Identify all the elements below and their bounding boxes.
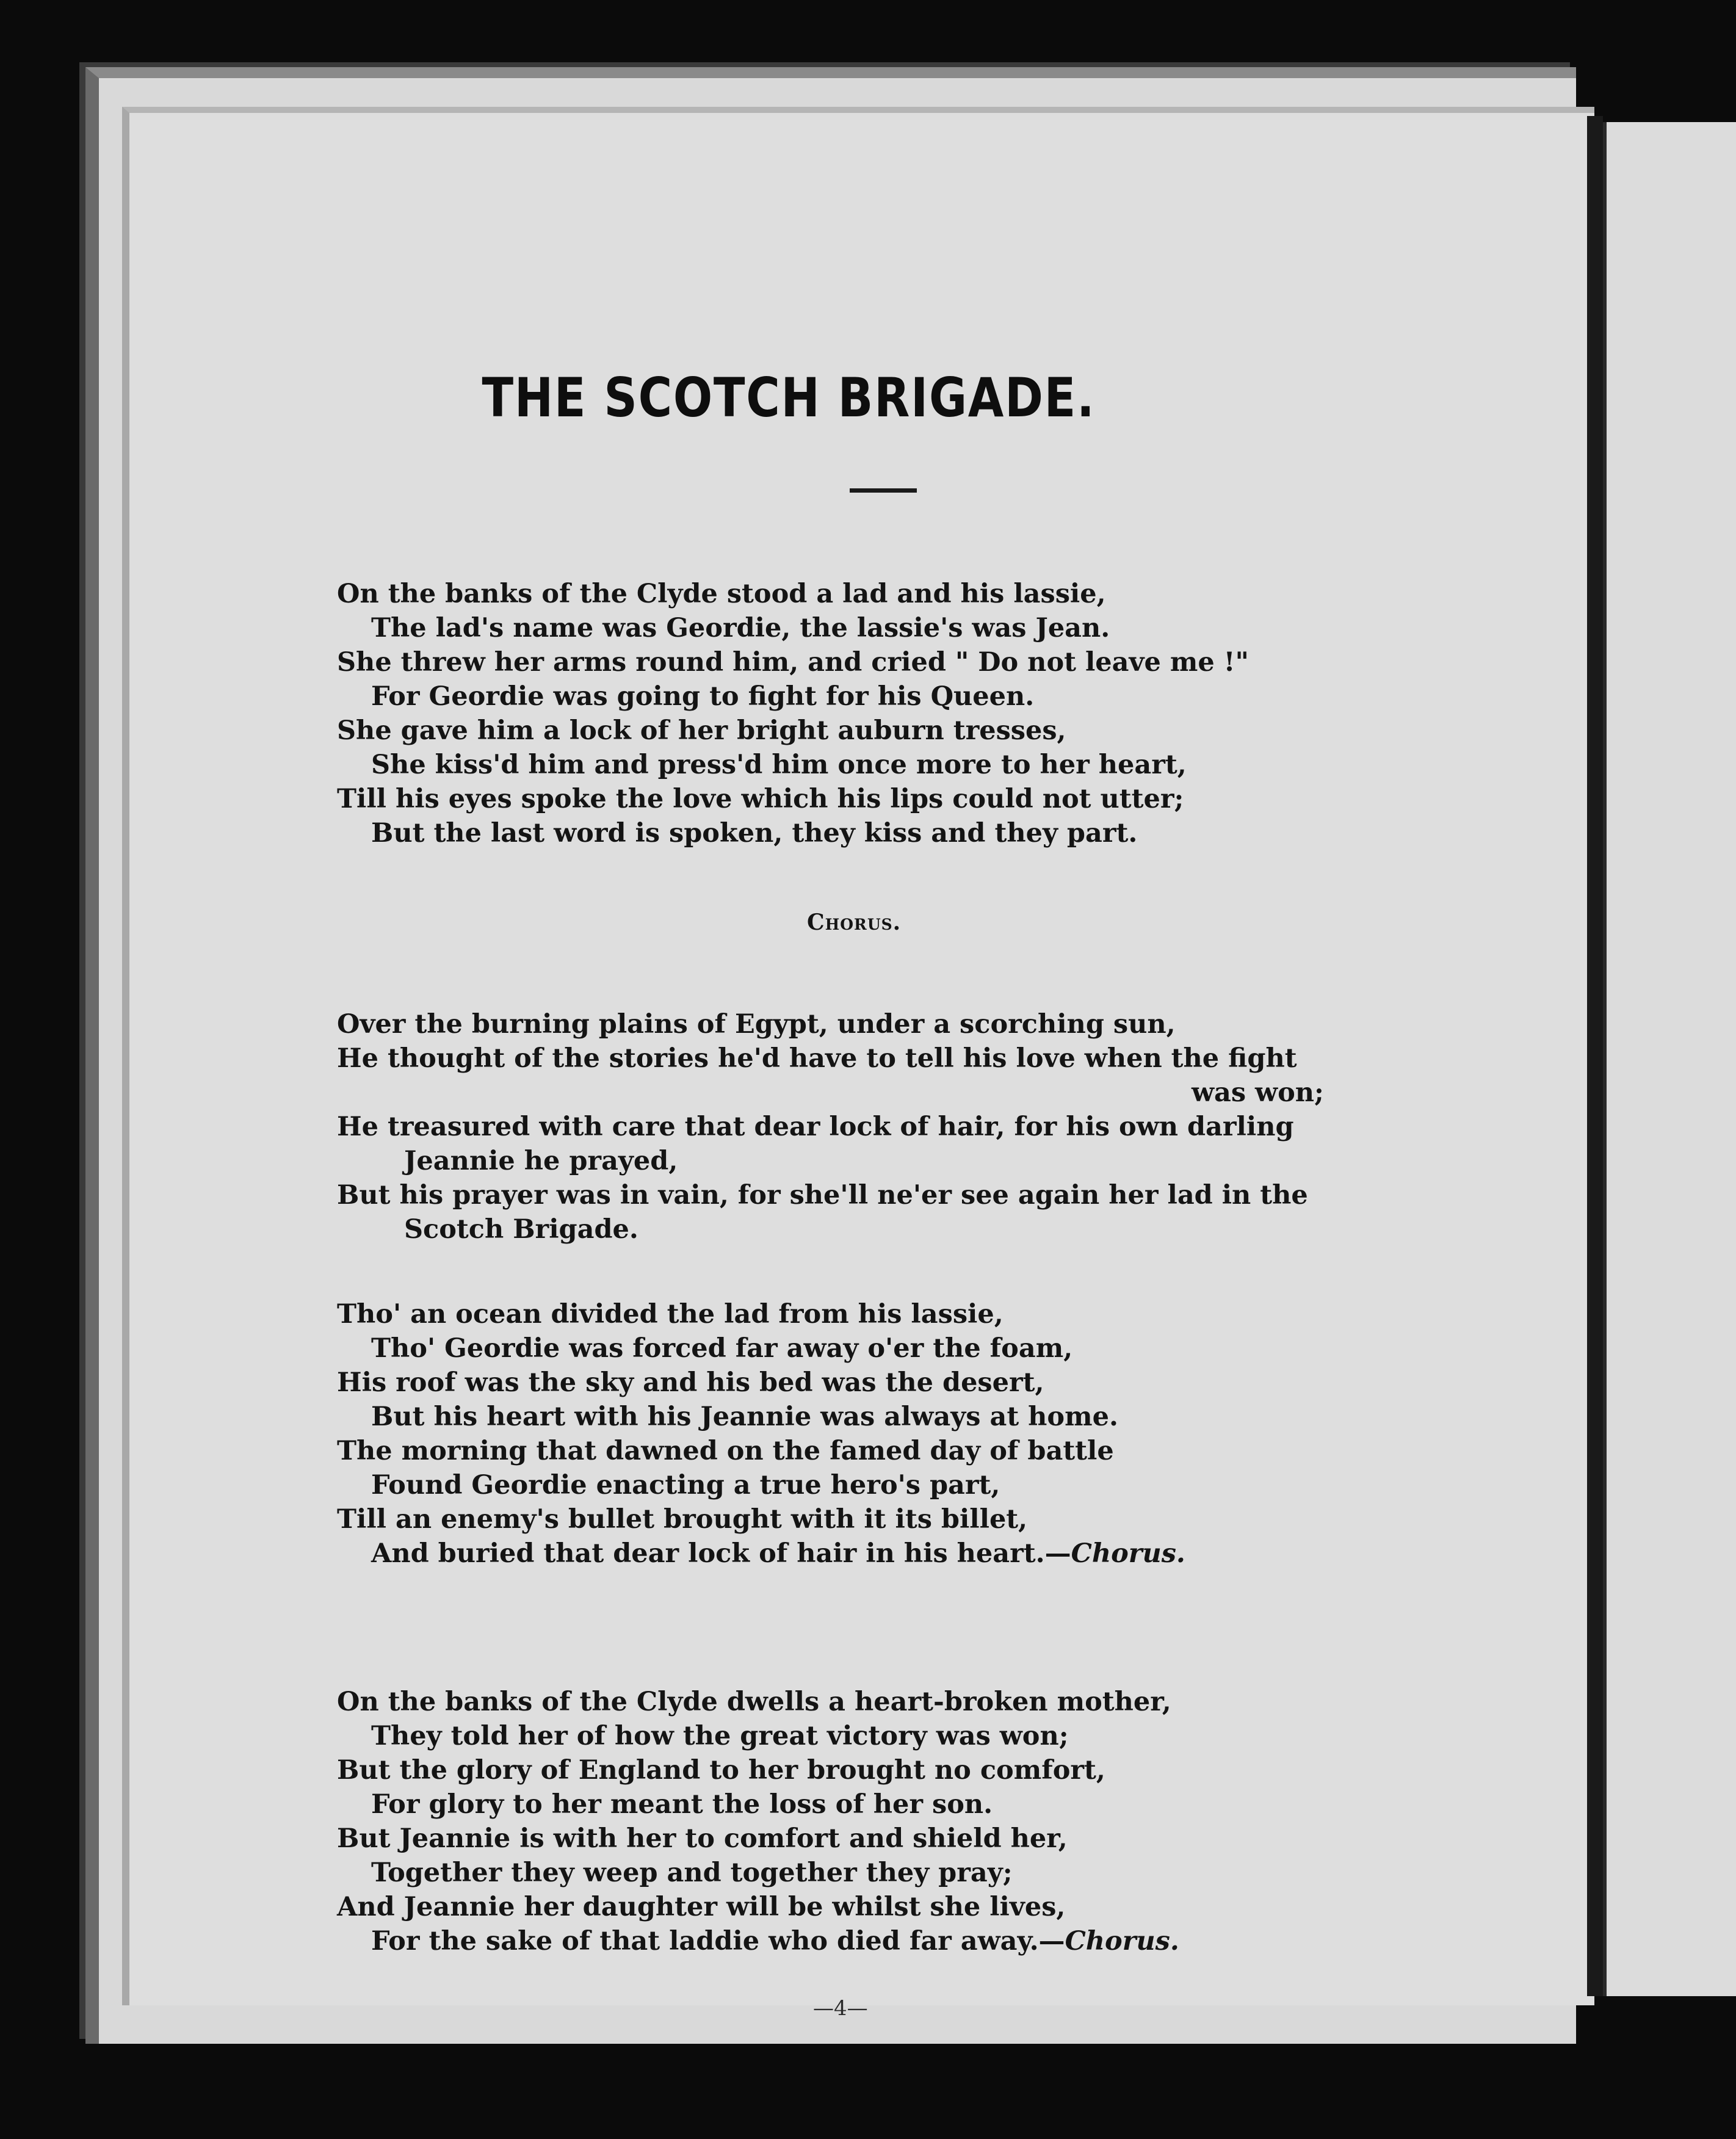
verse-line: Together they weep and together they pray;	[371, 1858, 1013, 1888]
verse-line: But the last word is spoken, they kiss and they part.	[371, 818, 1138, 849]
verse-line: Till an enemy's bullet brought with it its billet,	[337, 1504, 1028, 1535]
verse-line: Found Geordie enacting a true hero's part,	[371, 1470, 1000, 1500]
verse-line: His roof was the sky and his bed was the desert,	[337, 1367, 1044, 1398]
verse-line: But the glory of England to her brought no comfort,	[337, 1755, 1105, 1786]
verse-line: She kiss'd him and press'd him once more to her heart,	[371, 750, 1187, 780]
chorus-line: Over the burning plains of Egypt, under a scorching sun,	[337, 1009, 1176, 1040]
verse-line	[337, 1536, 1185, 1571]
song-title: THE SCOTCH BRIGADE.	[482, 366, 1096, 429]
chorus	[337, 1007, 1324, 1247]
chorus-heading: Chorus.	[807, 910, 902, 935]
stanza-1	[337, 577, 1249, 850]
verse-line: She threw her arms round him, and cried " Do not leave me !"	[337, 647, 1249, 678]
chorus-line: Scotch Brigade.	[404, 1214, 638, 1245]
verse-line: Tho' an ocean divided the lad from his lassie,	[337, 1299, 1004, 1330]
verse-text: And buried that dear lock of hair in his heart.—	[371, 1538, 1071, 1569]
verse-line: On the banks of the Clyde stood a lad and his lassie,	[337, 579, 1106, 609]
book-gutter	[1587, 116, 1603, 1996]
verse-line: Till his eyes spoke the love which his lips could not utter;	[337, 784, 1184, 814]
stanza-2	[337, 1297, 1185, 1571]
chorus-line: But his prayer was in vain, for she'll ne'er see again her lad in the	[337, 1180, 1308, 1211]
title-rule	[850, 488, 917, 493]
verse-text: For the sake of that laddie who died far away.—	[371, 1926, 1065, 1956]
verse-line: The lad's name was Geordie, the lassie's was Jean.	[371, 613, 1110, 643]
verse-line: The morning that dawned on the famed day of battle	[337, 1436, 1114, 1466]
chorus-reference: Chorus.	[1071, 1538, 1185, 1569]
verse-line	[337, 1924, 1179, 1958]
chorus-line: was won;	[1192, 1077, 1324, 1108]
verse-line: Tho' Geordie was forced far away o'er the foam,	[371, 1333, 1073, 1364]
page-number: —4—	[813, 1996, 868, 2021]
verse-line: And Jeannie her daughter will be whilst she lives,	[337, 1892, 1066, 1922]
chorus-line: He thought of the stories he'd have to tell his love when the fight	[337, 1043, 1297, 1074]
verse-line: For glory to her meant the loss of her son.	[371, 1789, 993, 1820]
verse-line: But Jeannie is with her to comfort and shield her,	[337, 1823, 1068, 1854]
verse-line: For Geordie was going to fight for his Queen.	[371, 681, 1035, 712]
chorus-line: Jeannie he prayed,	[404, 1146, 678, 1176]
verse-line: They told her of how the great victory was won;	[371, 1721, 1069, 1751]
verse-line: On the banks of the Clyde dwells a heart-broken mother,	[337, 1687, 1171, 1717]
chorus-line: He treasured with care that dear lock of hair, for his own darling	[337, 1112, 1294, 1142]
verse-line: She gave him a lock of her bright auburn tresses,	[337, 715, 1066, 746]
verse-line: But his heart with his Jeannie was always at home.	[371, 1402, 1118, 1432]
stanza-3	[337, 1685, 1179, 1958]
chorus-reference: Chorus.	[1065, 1926, 1179, 1956]
facing-page	[1603, 122, 1736, 1996]
